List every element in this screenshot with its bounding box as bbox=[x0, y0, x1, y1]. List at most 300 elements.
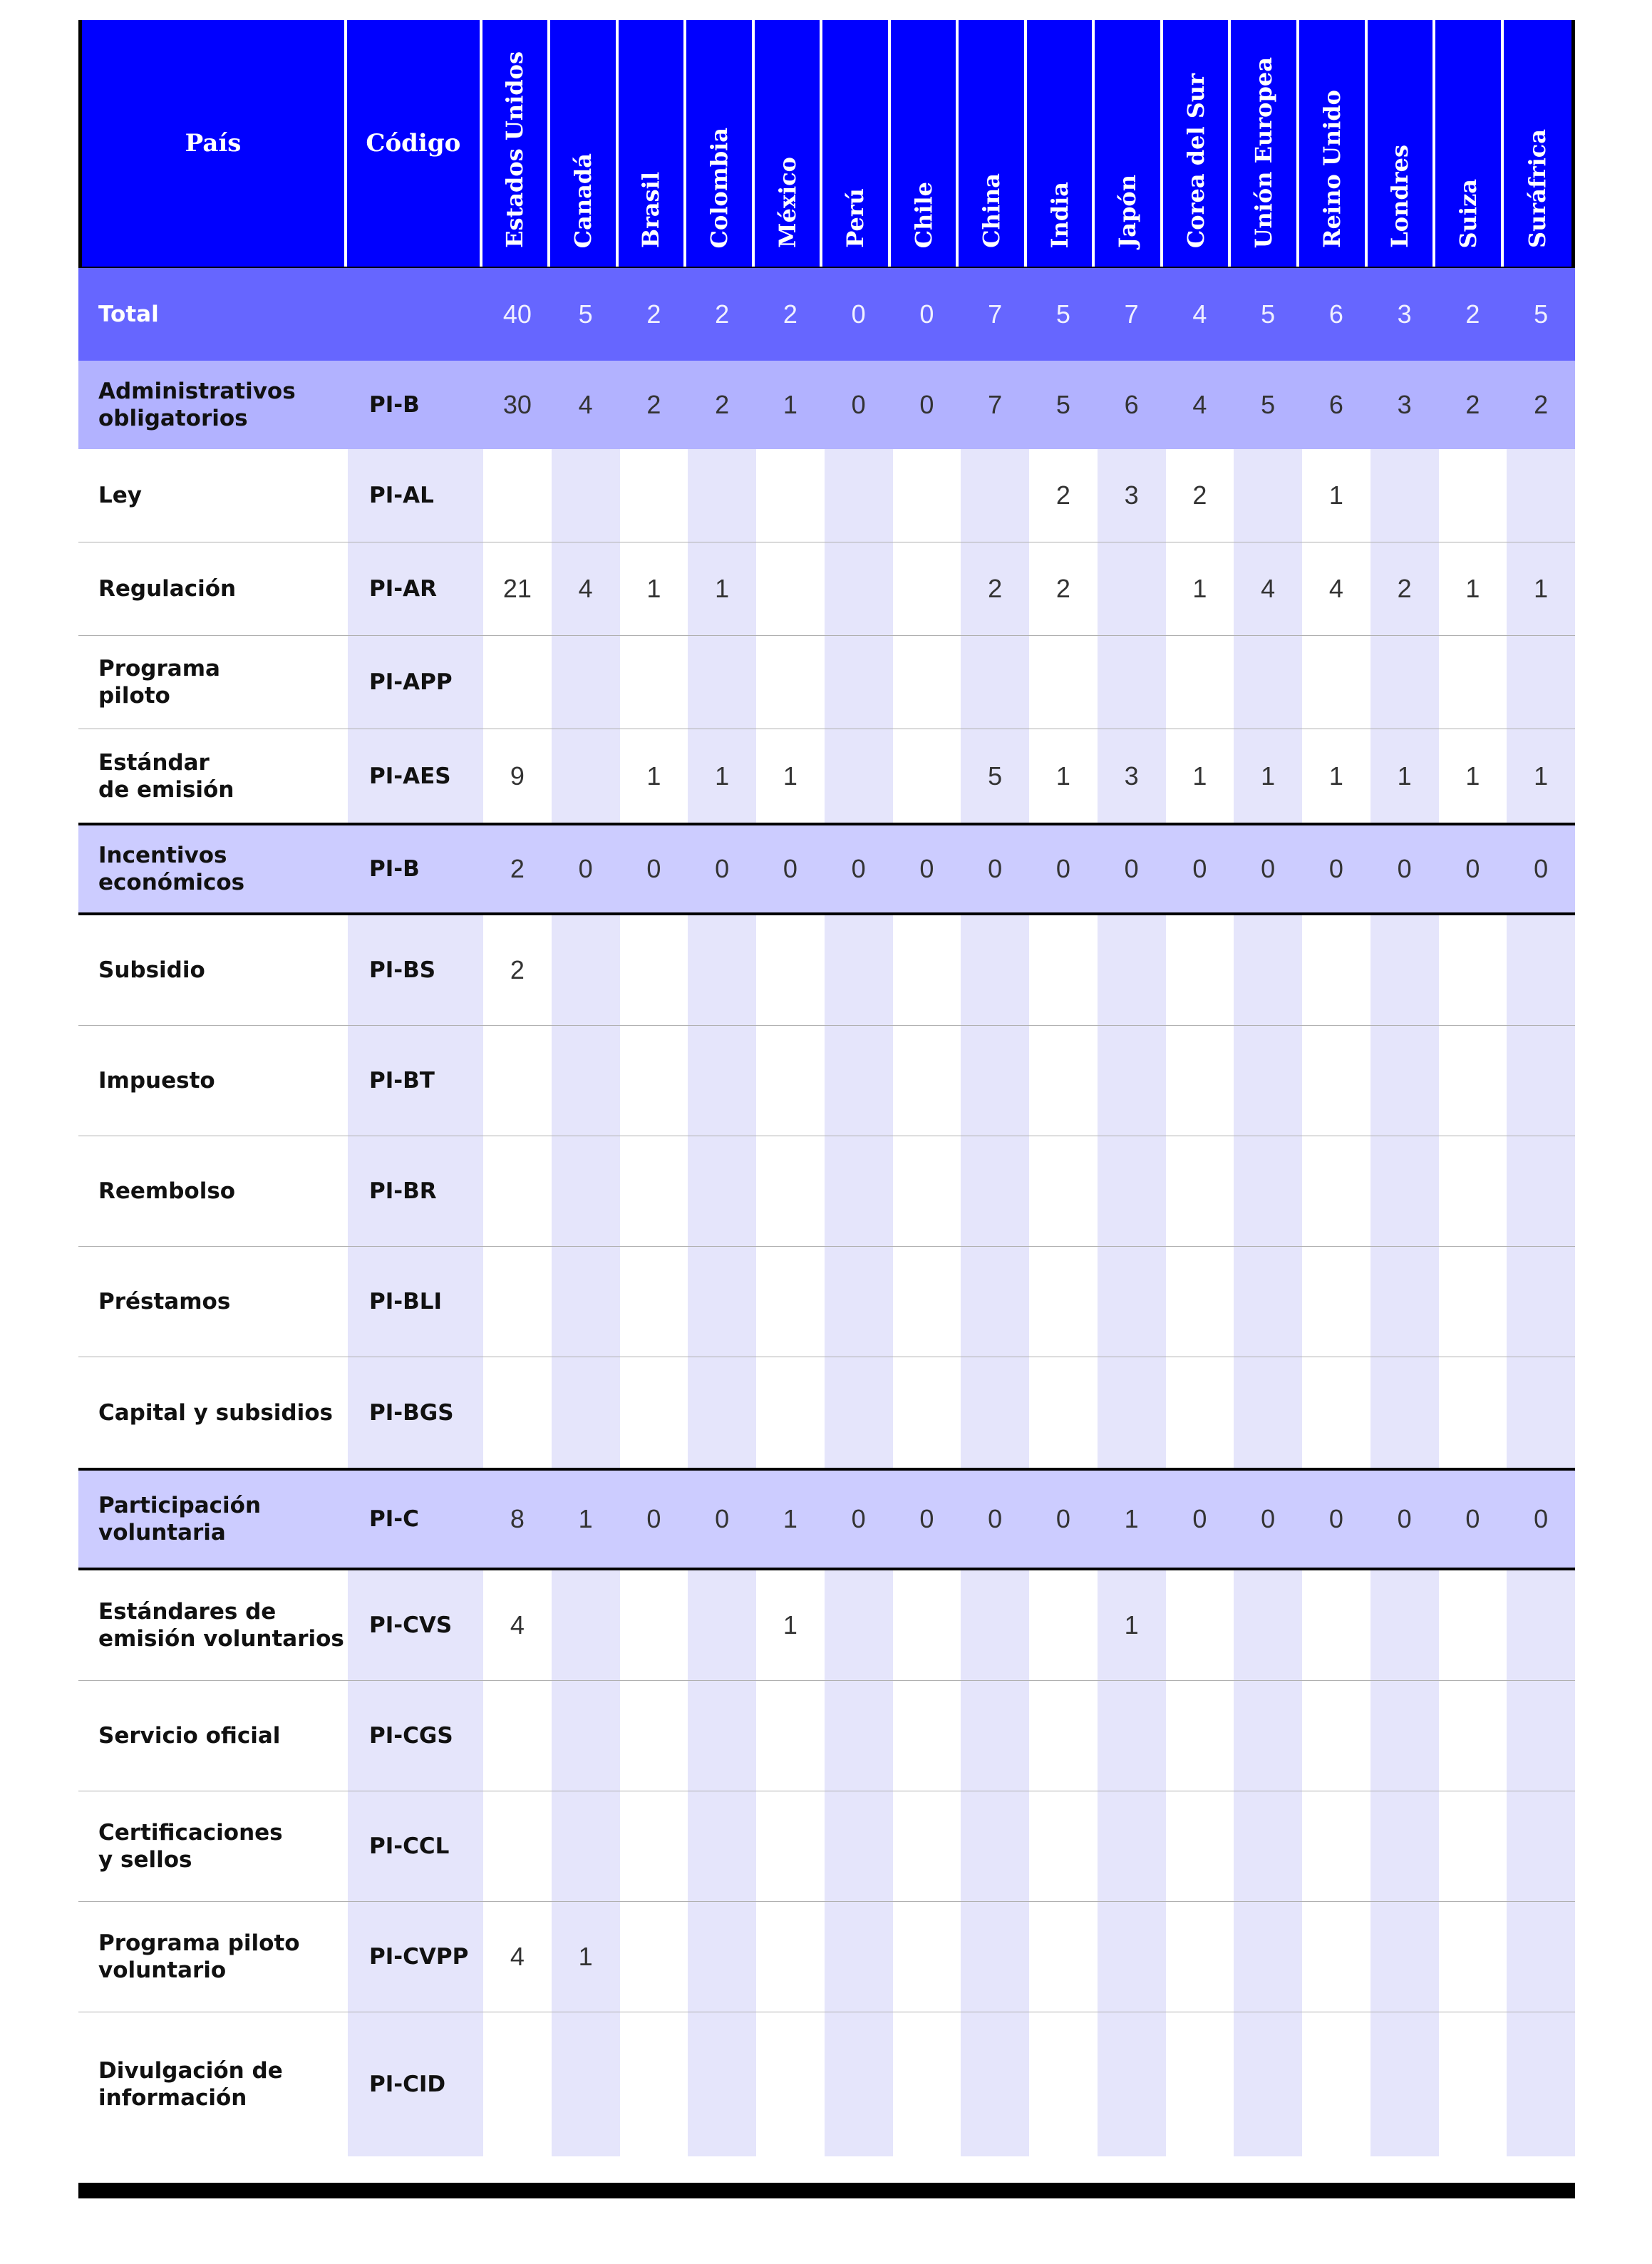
value-cell bbox=[620, 1247, 688, 1357]
row-code: PI-B bbox=[348, 361, 483, 449]
value-cell bbox=[756, 1136, 825, 1246]
value-cell bbox=[893, 1247, 961, 1357]
value-cell: 1 bbox=[1302, 449, 1370, 542]
value-cell bbox=[1098, 1902, 1166, 2012]
value-cell bbox=[1302, 1136, 1370, 1246]
value-cell bbox=[688, 1247, 756, 1357]
value-cell: 1 bbox=[756, 729, 825, 823]
value-cell bbox=[1029, 1902, 1098, 2012]
value-cell bbox=[1507, 1357, 1575, 1468]
value-cell bbox=[1098, 636, 1166, 729]
header-country-label: Unión Europea bbox=[1250, 56, 1278, 248]
value-cell bbox=[1507, 1902, 1575, 2012]
table-row bbox=[78, 1136, 1575, 1247]
value-cell: 0 bbox=[1302, 825, 1370, 912]
value-cell: 2 bbox=[620, 268, 688, 361]
row-label: Servicio oficial bbox=[98, 1723, 281, 1749]
header-country-9 bbox=[1095, 20, 1163, 267]
value-cell bbox=[756, 2012, 825, 2156]
value-cell bbox=[893, 449, 961, 542]
value-cell: 7 bbox=[1098, 268, 1166, 361]
value-cell bbox=[1439, 1357, 1507, 1468]
row-code: PI-AR bbox=[348, 542, 483, 635]
value-cell bbox=[1439, 1681, 1507, 1791]
category-row bbox=[78, 1468, 1575, 1570]
value-cell: 1 bbox=[552, 1902, 620, 2012]
table-row bbox=[78, 1570, 1575, 1681]
value-cell bbox=[1234, 1791, 1302, 1901]
value-cell: 1 bbox=[1439, 729, 1507, 823]
value-cell bbox=[688, 1026, 756, 1136]
value-cell bbox=[1370, 1681, 1439, 1791]
row-code: PI-APP bbox=[348, 636, 483, 729]
header-country-15 bbox=[1504, 20, 1572, 267]
value-cell: 1 bbox=[1507, 729, 1575, 823]
value-cell bbox=[552, 729, 620, 823]
value-cell bbox=[1234, 1247, 1302, 1357]
value-cell: 2 bbox=[1029, 542, 1098, 635]
header-country-label: Brasil bbox=[637, 172, 665, 248]
value-cell: 0 bbox=[893, 1471, 961, 1568]
value-cell bbox=[483, 1791, 552, 1901]
value-cell bbox=[1029, 1791, 1098, 1901]
value-cell: 1 bbox=[1439, 542, 1507, 635]
value-cell bbox=[552, 1136, 620, 1246]
value-cell: 4 bbox=[1234, 542, 1302, 635]
value-cell bbox=[1507, 2012, 1575, 2156]
value-cell: 0 bbox=[1029, 1471, 1098, 1568]
value-cell bbox=[1439, 636, 1507, 729]
header-country-12 bbox=[1299, 20, 1368, 267]
value-cell: 0 bbox=[1098, 825, 1166, 912]
value-cell bbox=[1302, 1570, 1370, 1680]
value-cell: 1 bbox=[620, 542, 688, 635]
value-cell bbox=[483, 1357, 552, 1468]
row-code: PI-BGS bbox=[348, 1357, 483, 1468]
value-cell: 1 bbox=[688, 729, 756, 823]
value-cell bbox=[961, 1902, 1029, 2012]
value-cell: 0 bbox=[1507, 1471, 1575, 1568]
header-country-0 bbox=[482, 20, 551, 267]
value-cell: 3 bbox=[1370, 361, 1439, 449]
header-country-3 bbox=[686, 20, 755, 267]
value-cell: 1 bbox=[756, 361, 825, 449]
value-cell bbox=[1166, 1902, 1234, 2012]
value-cell bbox=[893, 1357, 961, 1468]
value-cell bbox=[1029, 636, 1098, 729]
value-cell bbox=[1098, 915, 1166, 1025]
row-label: Reembolso bbox=[98, 1178, 236, 1204]
value-cell bbox=[483, 636, 552, 729]
value-cell bbox=[1302, 1357, 1370, 1468]
row-code: PI-CCL bbox=[348, 1791, 483, 1901]
header-country-label: India bbox=[1046, 181, 1073, 248]
value-cell: 4 bbox=[1302, 542, 1370, 635]
value-cell: 1 bbox=[756, 1471, 825, 1568]
row-code: PI-B bbox=[348, 825, 483, 912]
value-cell bbox=[1098, 1136, 1166, 1246]
value-cell bbox=[893, 1791, 961, 1901]
value-cell bbox=[825, 449, 893, 542]
value-cell: 0 bbox=[620, 825, 688, 912]
value-cell bbox=[1029, 1681, 1098, 1791]
row-label: Estándares de emisión voluntarios bbox=[98, 1599, 344, 1652]
value-cell: 40 bbox=[483, 268, 552, 361]
value-cell: 4 bbox=[1166, 361, 1234, 449]
value-cell bbox=[1302, 1247, 1370, 1357]
value-cell: 0 bbox=[1302, 1471, 1370, 1568]
value-cell: 2 bbox=[483, 915, 552, 1025]
row-code: PI-CVS bbox=[348, 1570, 483, 1680]
value-cell bbox=[688, 449, 756, 542]
value-cell bbox=[825, 1026, 893, 1136]
value-cell bbox=[825, 1136, 893, 1246]
value-cell bbox=[1234, 1026, 1302, 1136]
value-cell bbox=[1166, 636, 1234, 729]
value-cell: 4 bbox=[483, 1570, 552, 1680]
header-country-label: Colombia bbox=[706, 127, 733, 248]
total-row bbox=[78, 268, 1575, 361]
value-cell bbox=[1302, 636, 1370, 729]
value-cell: 6 bbox=[1302, 361, 1370, 449]
value-cell bbox=[893, 1902, 961, 2012]
header-country-5 bbox=[822, 20, 891, 267]
value-cell bbox=[1439, 1026, 1507, 1136]
value-cell: 0 bbox=[688, 1471, 756, 1568]
value-cell bbox=[893, 729, 961, 823]
value-cell bbox=[893, 542, 961, 635]
value-cell: 0 bbox=[688, 825, 756, 912]
row-label: Programa piloto bbox=[98, 656, 220, 709]
value-cell: 5 bbox=[1507, 268, 1575, 361]
value-cell bbox=[1234, 1136, 1302, 1246]
value-cell: 3 bbox=[1370, 268, 1439, 361]
row-code: PI-BR bbox=[348, 1136, 483, 1246]
value-cell bbox=[756, 915, 825, 1025]
value-cell bbox=[756, 449, 825, 542]
value-cell bbox=[1029, 1136, 1098, 1246]
header-country-8 bbox=[1027, 20, 1095, 267]
value-cell bbox=[688, 1357, 756, 1468]
table-header-row bbox=[78, 20, 1575, 268]
table-row bbox=[78, 1026, 1575, 1136]
category-row bbox=[78, 361, 1575, 449]
value-cell bbox=[620, 1357, 688, 1468]
value-cell: 1 bbox=[1098, 1471, 1166, 1568]
value-cell bbox=[620, 1136, 688, 1246]
value-cell bbox=[1166, 1570, 1234, 1680]
value-cell bbox=[1234, 2012, 1302, 2156]
value-cell bbox=[825, 2012, 893, 2156]
value-cell bbox=[893, 1681, 961, 1791]
table-row bbox=[78, 1791, 1575, 1902]
table-row bbox=[78, 2012, 1575, 2156]
row-label: Estándar de emisión bbox=[98, 749, 234, 803]
value-cell bbox=[1439, 915, 1507, 1025]
value-cell bbox=[1370, 2012, 1439, 2156]
value-cell bbox=[1098, 1791, 1166, 1901]
value-cell bbox=[1370, 1247, 1439, 1357]
value-cell bbox=[620, 1026, 688, 1136]
value-cell bbox=[1507, 1136, 1575, 1246]
header-country-14 bbox=[1435, 20, 1504, 267]
value-cell bbox=[1166, 915, 1234, 1025]
header-country-label: México bbox=[773, 157, 801, 248]
value-cell bbox=[688, 636, 756, 729]
header-country-label: Canadá bbox=[569, 153, 597, 248]
value-cell: 1 bbox=[552, 1471, 620, 1568]
table-row bbox=[78, 1681, 1575, 1791]
value-cell bbox=[1166, 1681, 1234, 1791]
value-cell bbox=[1166, 1026, 1234, 1136]
value-cell bbox=[1234, 1681, 1302, 1791]
value-cell: 5 bbox=[1234, 361, 1302, 449]
row-code bbox=[348, 268, 483, 361]
value-cell: 6 bbox=[1302, 268, 1370, 361]
header-country-label: Reino Unido bbox=[1318, 90, 1346, 248]
value-cell: 1 bbox=[1029, 729, 1098, 823]
value-cell: 0 bbox=[961, 825, 1029, 912]
header-country-11 bbox=[1231, 20, 1299, 267]
value-cell bbox=[1302, 915, 1370, 1025]
value-cell bbox=[893, 1026, 961, 1136]
table-row bbox=[78, 1902, 1575, 2012]
value-cell: 5 bbox=[552, 268, 620, 361]
value-cell bbox=[552, 636, 620, 729]
value-cell bbox=[1234, 449, 1302, 542]
value-cell bbox=[1507, 449, 1575, 542]
header-country-4 bbox=[755, 20, 823, 267]
value-cell: 1 bbox=[1098, 1570, 1166, 1680]
value-cell bbox=[825, 1357, 893, 1468]
value-cell: 0 bbox=[1029, 825, 1098, 912]
value-cell: 0 bbox=[1234, 1471, 1302, 1568]
value-cell: 2 bbox=[688, 268, 756, 361]
value-cell: 0 bbox=[1234, 825, 1302, 912]
row-label: Impuesto bbox=[98, 1068, 215, 1094]
value-cell bbox=[483, 1026, 552, 1136]
value-cell bbox=[1507, 1791, 1575, 1901]
value-cell bbox=[1098, 1357, 1166, 1468]
value-cell: 4 bbox=[1166, 268, 1234, 361]
row-label: Capital y subsidios bbox=[98, 1399, 333, 1426]
value-cell: 5 bbox=[1029, 268, 1098, 361]
value-cell: 3 bbox=[1098, 449, 1166, 542]
value-cell: 1 bbox=[688, 542, 756, 635]
table-bottom-rule bbox=[78, 2183, 1575, 2198]
value-cell bbox=[1166, 1136, 1234, 1246]
header-code: Código bbox=[347, 20, 482, 267]
row-code: PI-CID bbox=[348, 2012, 483, 2156]
row-code: PI-CGS bbox=[348, 1681, 483, 1791]
row-code: PI-CVPP bbox=[348, 1902, 483, 2012]
value-cell: 2 bbox=[1507, 361, 1575, 449]
value-cell: 0 bbox=[825, 268, 893, 361]
value-cell bbox=[1302, 2012, 1370, 2156]
value-cell bbox=[688, 1570, 756, 1680]
value-cell bbox=[825, 1570, 893, 1680]
header-country-10 bbox=[1163, 20, 1232, 267]
value-cell bbox=[1370, 1026, 1439, 1136]
value-cell: 21 bbox=[483, 542, 552, 635]
value-cell: 1 bbox=[1234, 729, 1302, 823]
value-cell: 0 bbox=[756, 825, 825, 912]
value-cell bbox=[825, 729, 893, 823]
value-cell bbox=[756, 1681, 825, 1791]
value-cell: 1 bbox=[1302, 729, 1370, 823]
value-cell bbox=[1507, 1681, 1575, 1791]
value-cell bbox=[552, 1791, 620, 1901]
value-cell bbox=[1234, 915, 1302, 1025]
value-cell: 4 bbox=[552, 361, 620, 449]
value-cell bbox=[1370, 915, 1439, 1025]
value-cell bbox=[688, 1902, 756, 2012]
value-cell bbox=[825, 915, 893, 1025]
value-cell bbox=[1098, 1681, 1166, 1791]
value-cell bbox=[483, 1681, 552, 1791]
value-cell bbox=[1439, 449, 1507, 542]
value-cell: 0 bbox=[1370, 825, 1439, 912]
value-cell bbox=[756, 1247, 825, 1357]
value-cell bbox=[961, 1681, 1029, 1791]
value-cell bbox=[552, 449, 620, 542]
row-label: Administrativos obligatorios bbox=[78, 361, 348, 449]
value-cell bbox=[961, 1247, 1029, 1357]
header-country-6 bbox=[891, 20, 959, 267]
value-cell bbox=[483, 449, 552, 542]
value-cell bbox=[893, 1136, 961, 1246]
header-country-label: Suiza bbox=[1454, 178, 1482, 248]
value-cell bbox=[1439, 1791, 1507, 1901]
value-cell bbox=[620, 915, 688, 1025]
row-code: PI-AL bbox=[348, 449, 483, 542]
value-cell: 1 bbox=[620, 729, 688, 823]
value-cell bbox=[1507, 915, 1575, 1025]
value-cell: 2 bbox=[483, 825, 552, 912]
value-cell: 1 bbox=[1166, 542, 1234, 635]
header-country-label: Perú bbox=[842, 188, 869, 248]
value-cell bbox=[961, 1026, 1029, 1136]
value-cell: 0 bbox=[893, 825, 961, 912]
value-cell: 2 bbox=[688, 361, 756, 449]
value-cell bbox=[961, 1791, 1029, 1901]
value-cell bbox=[1029, 1247, 1098, 1357]
value-cell bbox=[1302, 1681, 1370, 1791]
value-cell bbox=[1370, 449, 1439, 542]
value-cell: 1 bbox=[1370, 729, 1439, 823]
header-country-2 bbox=[619, 20, 687, 267]
row-label: Préstamos bbox=[98, 1289, 231, 1314]
value-cell bbox=[620, 1570, 688, 1680]
value-cell bbox=[1166, 2012, 1234, 2156]
value-cell: 0 bbox=[825, 825, 893, 912]
value-cell bbox=[756, 1791, 825, 1901]
category-row bbox=[78, 823, 1575, 915]
value-cell: 0 bbox=[1439, 1471, 1507, 1568]
header-country-label: Londres bbox=[1386, 145, 1414, 248]
row-label: Participación voluntaria bbox=[78, 1471, 348, 1568]
value-cell bbox=[483, 2012, 552, 2156]
value-cell bbox=[1439, 2012, 1507, 2156]
value-cell bbox=[620, 1681, 688, 1791]
value-cell bbox=[552, 1570, 620, 1680]
value-cell bbox=[620, 2012, 688, 2156]
row-code: PI-BLI bbox=[348, 1247, 483, 1357]
value-cell bbox=[1029, 1570, 1098, 1680]
value-cell bbox=[1029, 1357, 1098, 1468]
value-cell bbox=[1507, 1247, 1575, 1357]
value-cell bbox=[825, 542, 893, 635]
value-cell: 1 bbox=[1166, 729, 1234, 823]
value-cell bbox=[961, 2012, 1029, 2156]
row-label: Subsidio bbox=[98, 957, 205, 983]
value-cell bbox=[961, 636, 1029, 729]
value-cell bbox=[1439, 1570, 1507, 1680]
value-cell bbox=[756, 1026, 825, 1136]
value-cell: 2 bbox=[1370, 542, 1439, 635]
value-cell bbox=[1370, 1791, 1439, 1901]
policy-instruments-table bbox=[78, 20, 1575, 2156]
table-row bbox=[78, 1357, 1575, 1468]
value-cell bbox=[1302, 1026, 1370, 1136]
value-cell bbox=[1439, 1902, 1507, 2012]
value-cell bbox=[1507, 1026, 1575, 1136]
value-cell bbox=[893, 1570, 961, 1680]
value-cell: 9 bbox=[483, 729, 552, 823]
value-cell: 0 bbox=[961, 1471, 1029, 1568]
value-cell bbox=[1439, 1136, 1507, 1246]
value-cell bbox=[825, 1902, 893, 2012]
value-cell bbox=[825, 636, 893, 729]
value-cell bbox=[1098, 1247, 1166, 1357]
value-cell bbox=[893, 2012, 961, 2156]
value-cell bbox=[1029, 1026, 1098, 1136]
value-cell bbox=[1370, 1136, 1439, 1246]
value-cell: 0 bbox=[893, 268, 961, 361]
value-cell: 2 bbox=[1439, 268, 1507, 361]
value-cell bbox=[1302, 1902, 1370, 2012]
header-country-label: Suráfrica bbox=[1524, 129, 1552, 248]
value-cell: 7 bbox=[961, 268, 1029, 361]
row-code: PI-AES bbox=[348, 729, 483, 823]
value-cell: 2 bbox=[1166, 449, 1234, 542]
value-cell bbox=[620, 636, 688, 729]
row-label: Ley bbox=[98, 483, 142, 508]
value-cell bbox=[961, 915, 1029, 1025]
value-cell bbox=[825, 1681, 893, 1791]
value-cell bbox=[1370, 1902, 1439, 2012]
row-label: Regulación bbox=[98, 576, 237, 602]
value-cell: 2 bbox=[1439, 361, 1507, 449]
value-cell bbox=[1507, 636, 1575, 729]
row-code: PI-BS bbox=[348, 915, 483, 1025]
value-cell bbox=[825, 1791, 893, 1901]
value-cell bbox=[756, 636, 825, 729]
value-cell: 7 bbox=[961, 361, 1029, 449]
header-country-label: Chile bbox=[909, 181, 937, 248]
value-cell bbox=[1302, 1791, 1370, 1901]
value-cell: 0 bbox=[1166, 1471, 1234, 1568]
value-cell bbox=[961, 1136, 1029, 1246]
value-cell: 0 bbox=[1439, 825, 1507, 912]
value-cell bbox=[688, 1791, 756, 1901]
header-country-13 bbox=[1368, 20, 1436, 267]
table-row bbox=[78, 1247, 1575, 1357]
table-row bbox=[78, 729, 1575, 823]
value-cell: 4 bbox=[552, 542, 620, 635]
value-cell bbox=[1370, 636, 1439, 729]
value-cell bbox=[1098, 2012, 1166, 2156]
